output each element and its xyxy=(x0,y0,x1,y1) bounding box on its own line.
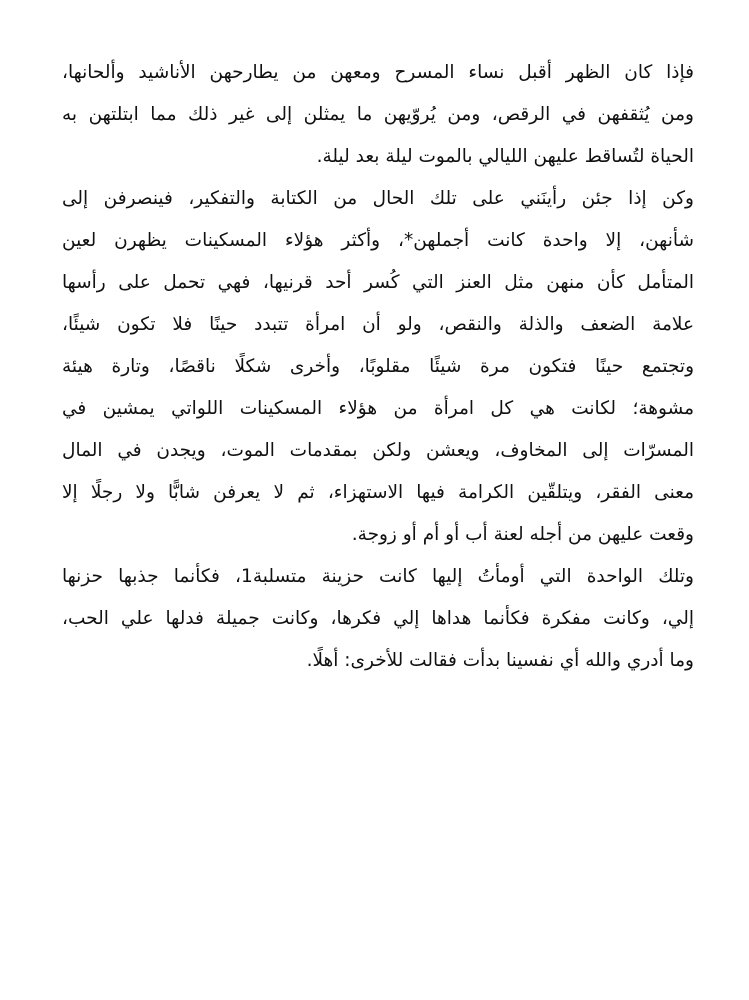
text-line: وتلك الواحدة التي أومأتُ إليها كانت حزينة متسلبة1، فكأنما جذبها حزنها xyxy=(62,566,694,587)
text-line: ومن يُثقفهن في الرقص، ومن يُروّيهن ما يمثلن إلى غير ذلك مما ابتلتهن به xyxy=(62,104,694,125)
text-line: وكن إذا جئن رأينَني على تلك الحال من الكتابة والتفكير، فينصرفن إلى xyxy=(62,188,694,209)
text-line: وقعت عليهن من أجله لعنة أب أو أم أو زوجة. xyxy=(351,524,694,545)
text-line: مشوهة؛ لكانت هي كل امرأة من هؤلاء المسكينات اللواتي يمشين في xyxy=(62,398,694,419)
text-line: إلي، وكانت مفكرة فكأنما هداها إلي فكرها، وكانت جميلة فدلها علي الحب، xyxy=(62,608,694,629)
text-line: فإذا كان الظهر أقبل نساء المسرح ومعهن من يطارحهن الأناشيد وألحانها، xyxy=(62,62,694,83)
text-line: شأنهن، إلا واحدة كانت أجملهن*، وأكثر هؤلاء المسكينات يظهرن لعين xyxy=(62,230,694,251)
text-line: المتأمل كأن منهن مثل العنز التي كُسر أحد قرنيها، فهي تحمل على رأسها xyxy=(62,272,694,293)
text-line: علامة الضعف والذلة والنقص، ولو أن امرأة تتبدد حينًا فلا تكون شيئًا، xyxy=(62,314,694,335)
text-line: المسرّات إلى المخاوف، ويعشن ولكن بمقدمات الموت، ويجدن في المال xyxy=(62,440,694,461)
text-line: الحياة لتُساقط عليهن الليالي بالموت ليلة بعد ليلة. xyxy=(316,146,694,167)
text-line: وتجتمع حينًا فتكون مرة شيئًا مقلوبًا، وأخرى شكلًا ناقصًا، وتارة هيئة xyxy=(62,356,694,377)
text-line: معنى الفقر، ويتلقّين الكرامة فيها الاستهزاء، ثم لا يعرفن شابًّا ولا رجلًا إلا xyxy=(62,482,694,503)
document-body xyxy=(62,52,694,682)
text-line: وما أدري والله أي نفسينا بدأت فقالت للأخرى: أهلًا. xyxy=(306,650,694,671)
